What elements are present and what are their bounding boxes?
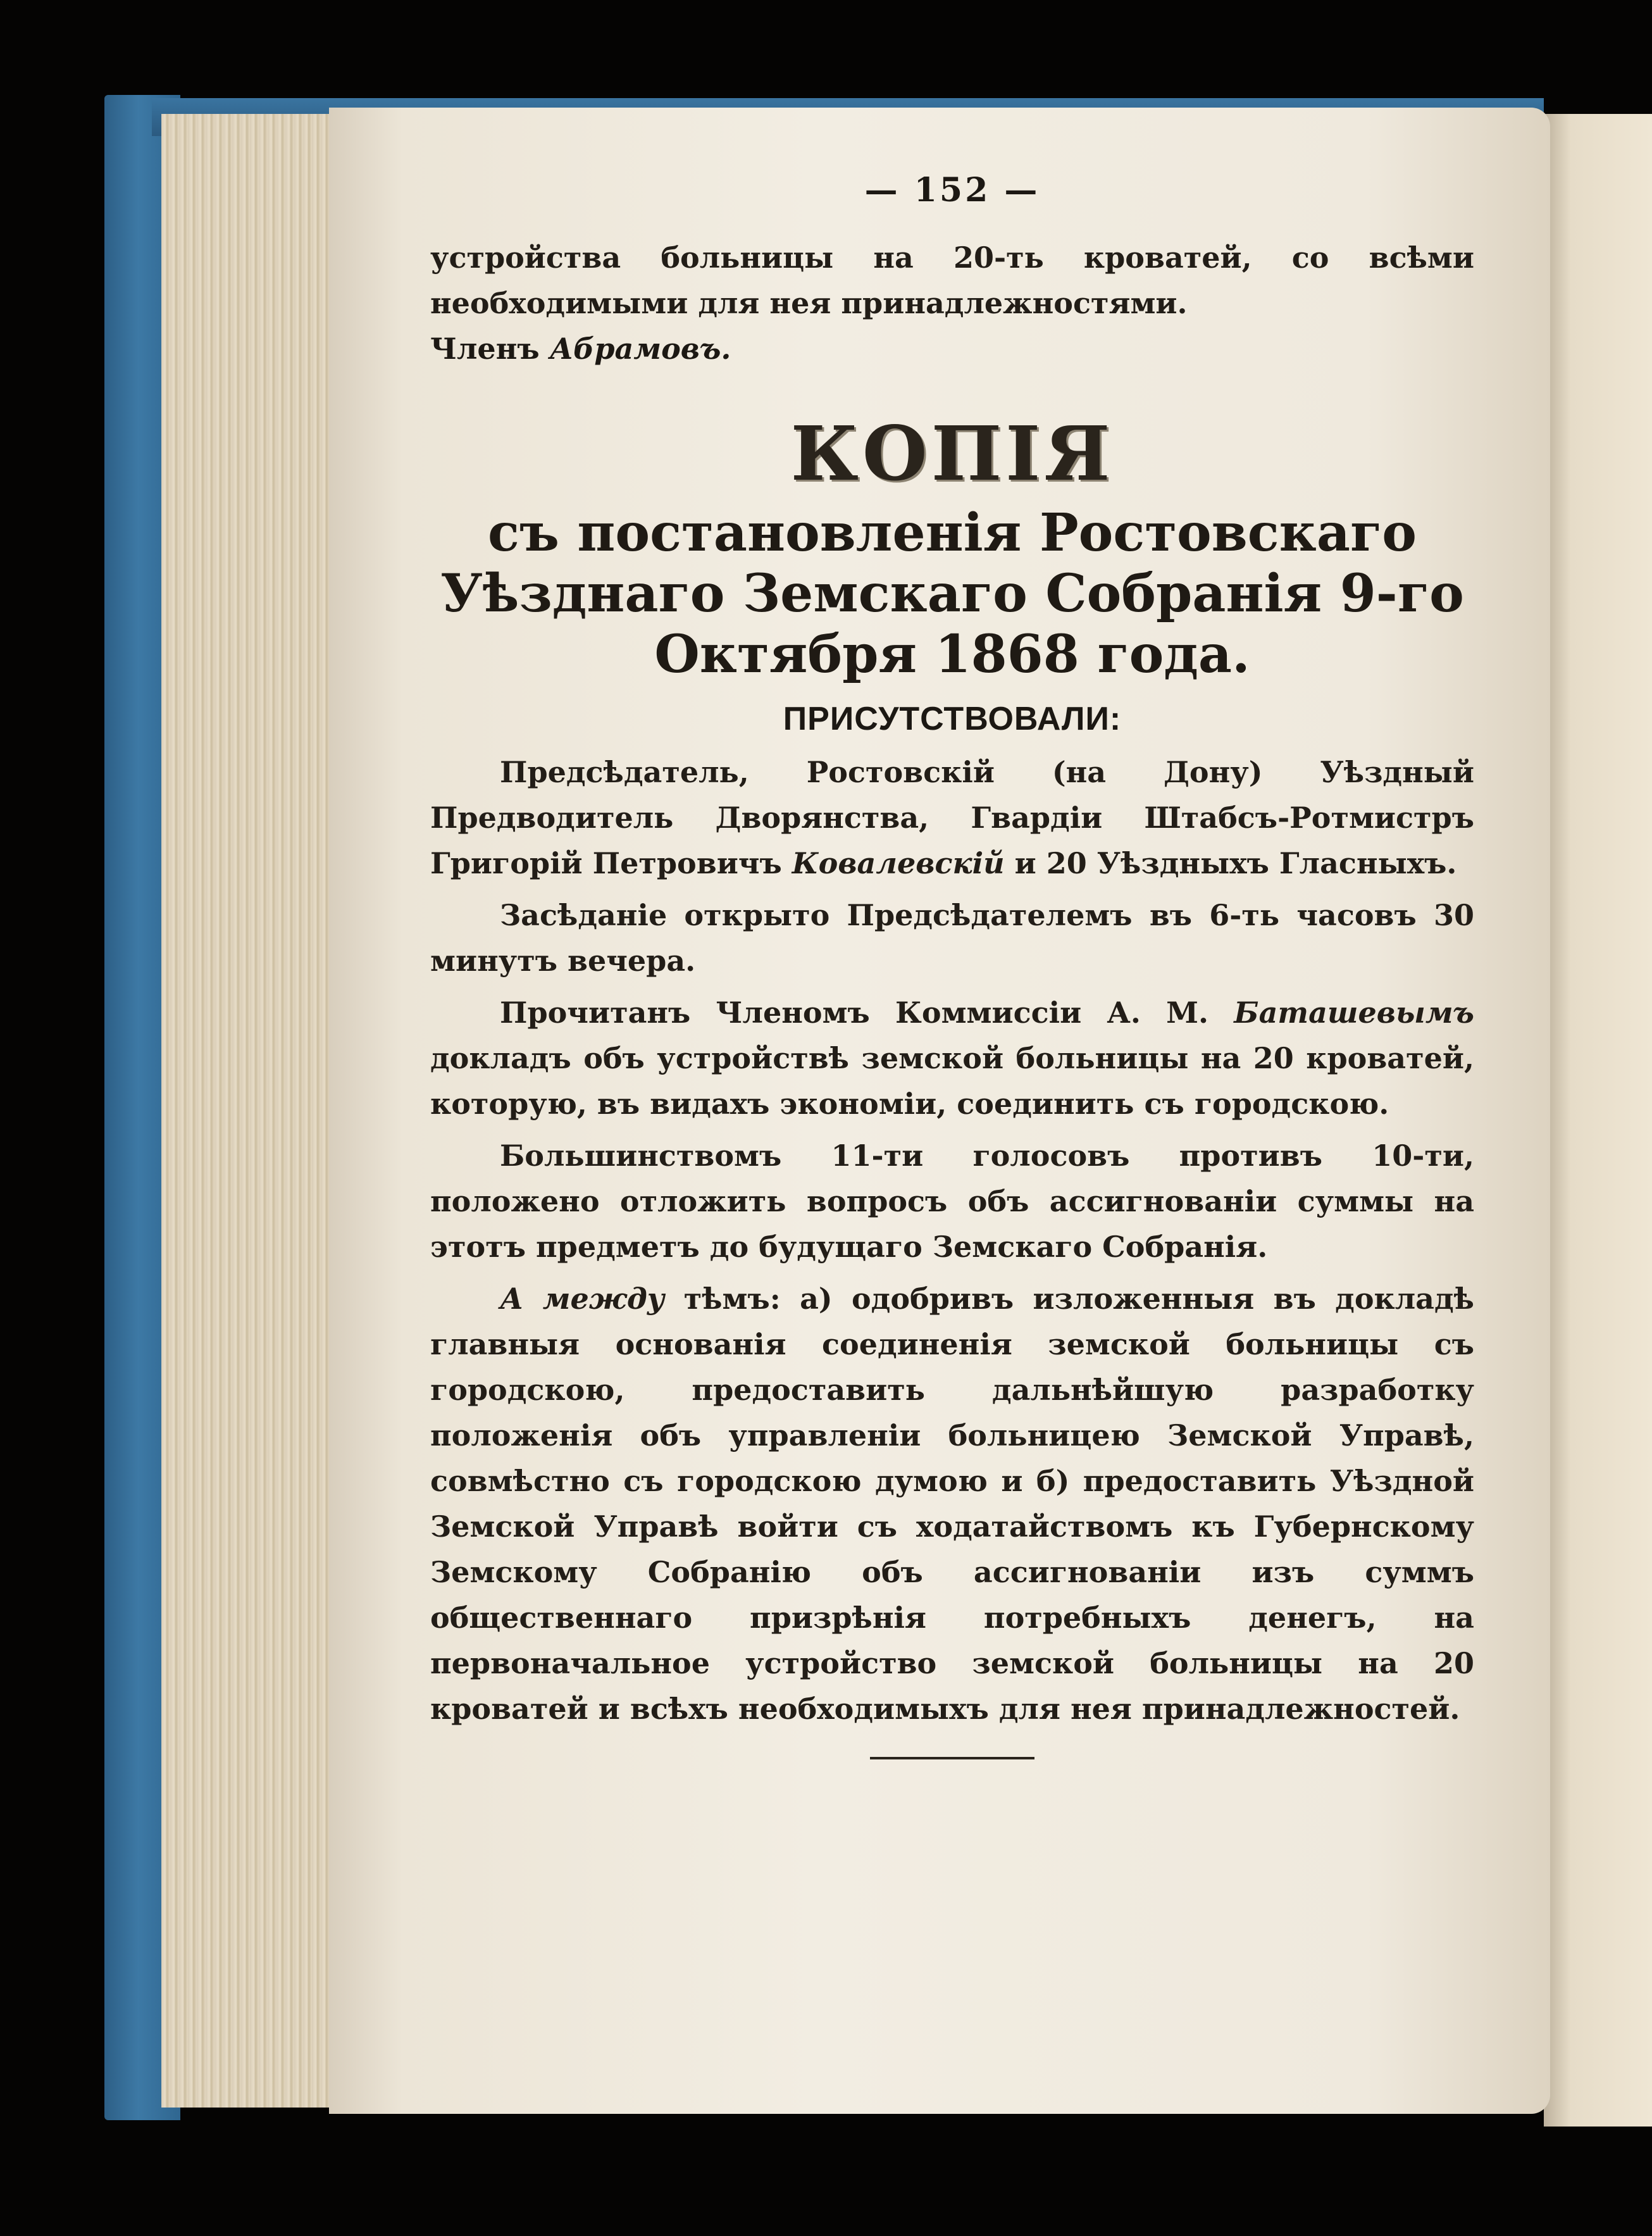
paragraph-opening: Засѣданіе открыто Предсѣдателемъ въ 6-ть часовъ 30 минутъ вечера. [430, 898, 1474, 978]
p5-text-a: А между [500, 1282, 665, 1316]
page-number: — 152 — [864, 171, 1040, 209]
paragraph-vote: Большинствомъ 11-ти голосовъ противъ 10-ти, положено отложить вопросъ объ ассигнованіи суммы на этотъ предметъ до будущаго Земскаго Собранія. [430, 1139, 1474, 1264]
paragraph-report [430, 990, 1474, 1127]
p1-text-b: и 20 Уѣздныхъ Гласныхъ. [1014, 846, 1457, 880]
page-content [430, 171, 1474, 1759]
present-heading: ПРИСУТСТВОВАЛИ: [783, 701, 1122, 737]
signature-line [430, 326, 1474, 372]
p1-name: Ковалевскій [792, 846, 1005, 880]
paragraph-chairman [430, 749, 1474, 886]
top-paragraph: устройства больницы на 20-ть кроватей, со всѣми необходимыми для нея принадлежностями. [430, 240, 1474, 320]
p1-text-a: Предсѣдатель, Ростовскій (на Дону) Уѣздный Предводитель Дворянства, Гвардіи Штабсъ-Ротмистръ Григорій Петровичъ [430, 755, 1474, 880]
title-kopiya: КОПІЯ [790, 409, 1114, 497]
document-heading: съ постановленія Ростовскаго Уѣзднаго Земскаго Собранія 9-го Октября 1868 года. [440, 503, 1464, 685]
closing-rule [870, 1757, 1034, 1759]
signature-prefix: Членъ [430, 332, 540, 366]
next-page-edge [1544, 114, 1652, 2127]
p3-text-a: Прочитанъ Членомъ Коммиссіи А. М. [500, 996, 1209, 1030]
p5-text-b: тѣмъ: а) одобривъ изложенныя въ докладѣ главныя основанія соединенія земской больницы съ городскою, предоставить дальнѣйшую разработку положенія объ управленіи больницею Земской Управѣ, совмѣстно съ городскою думою и б) предоставить Уѣздной Земской Управѣ войти съ ходатайствомъ къ Губернскому Земскому Собранію объ ассигнованіи изъ суммъ общественнаго призрѣнія потребныхъ денегъ, на первоначальное устройство земской больницы на 20 кроватей и всѣхъ необходимыхъ для нея принадлежностей. [430, 1282, 1474, 1726]
signature-name: Абрамовъ. [549, 332, 731, 366]
p3-name: Баташевымъ [1234, 996, 1475, 1030]
paragraph-resolution [430, 1276, 1474, 1732]
p3-text-b: докладъ объ устройствѣ земской больницы на 20 кроватей, которую, въ видахъ экономіи, соединить съ городскою. [430, 1041, 1474, 1121]
page-stack-edge [161, 114, 345, 2108]
